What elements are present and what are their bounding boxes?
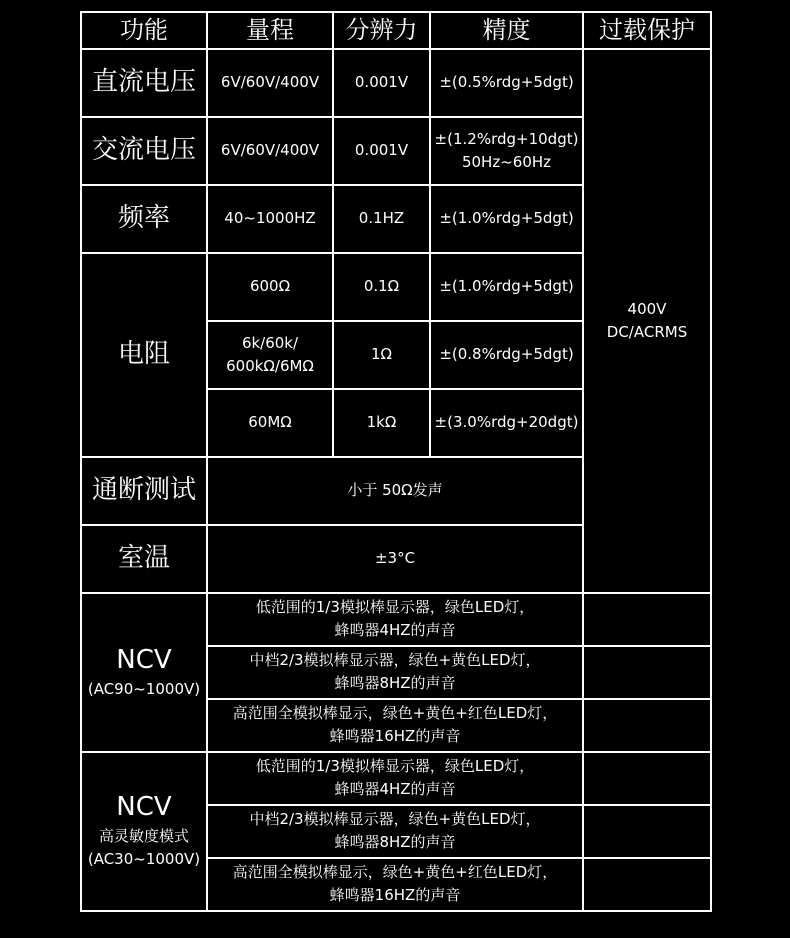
resolution-acv: 0.001V [333, 117, 430, 185]
ncv-item-2 [207, 646, 583, 699]
ncv-item-3-line2: 蜂鸣器16HZ的声音 [329, 727, 461, 746]
overload-cell [583, 49, 711, 593]
resolution-res-2: 1Ω [333, 321, 430, 389]
table-row [81, 752, 711, 805]
ncv-subtitle: (AC90~1000V) [87, 679, 201, 698]
function-resistance: 电阻 [81, 253, 207, 457]
range-res-2-line2: 600kΩ/6MΩ [226, 356, 314, 375]
header-function: 功能 [81, 12, 207, 49]
accuracy-res-2: ±(0.8%rdg+5dgt) [430, 321, 583, 389]
ncv-sensitive-item-1-line2: 蜂鸣器4HZ的声音 [334, 780, 456, 799]
resolution-res-3: 1kΩ [333, 389, 430, 457]
accuracy-dcv: ±(0.5%rdg+5dgt) [430, 49, 583, 117]
header-overload: 过载保护 [583, 12, 711, 49]
ncv-sensitive-item-2-line1: 中档2/3模拟棒显示器，绿色+黄色LED灯， [249, 810, 541, 829]
range-res-1: 600Ω [207, 253, 333, 321]
accuracy-res-1: ±(1.0%rdg+5dgt) [430, 253, 583, 321]
table-row [81, 49, 711, 117]
accuracy-acv-line2: 50Hz~60Hz [461, 152, 552, 171]
accuracy-acv [430, 117, 583, 185]
ncv-sensitive-overload-empty-1 [583, 752, 711, 805]
resolution-dcv: 0.001V [333, 49, 430, 117]
ncv-overload-empty-3 [583, 699, 711, 752]
ncv-item-1 [207, 593, 583, 646]
ncv-item-3 [207, 699, 583, 752]
ncv-item-3-line1: 高范围全模拟棒显示，绿色+黄色+红色LED灯， [232, 704, 558, 723]
table-row [81, 593, 711, 646]
continuity-value: 小于 50Ω发声 [207, 457, 583, 525]
range-res-2-line1: 6k/60k/ [241, 333, 299, 352]
ncv-sensitive-item-3 [207, 858, 583, 911]
ncv-overload-empty-1 [583, 593, 711, 646]
ncv-sensitive-item-1-line1: 低范围的1/3模拟棒显示器，绿色LED灯， [255, 757, 535, 776]
ncv-item-2-line2: 蜂鸣器8HZ的声音 [334, 674, 456, 693]
range-res-2 [207, 321, 333, 389]
ncv-title: NCV [116, 644, 172, 675]
ncv-sensitive-item-3-line2: 蜂鸣器16HZ的声音 [329, 886, 461, 905]
accuracy-freq: ±(1.0%rdg+5dgt) [430, 185, 583, 253]
accuracy-res-3: ±(3.0%rdg+20dgt) [430, 389, 583, 457]
ncv-sensitive-overload-empty-3 [583, 858, 711, 911]
ncv-sensitive-item-2 [207, 805, 583, 858]
header-resolution: 分辨力 [333, 12, 430, 49]
range-acv: 6V/60V/400V [207, 117, 333, 185]
ncv-item-1-line1: 低范围的1/3模拟棒显示器，绿色LED灯， [255, 598, 535, 617]
header-accuracy: 精度 [430, 12, 583, 49]
function-ncv [81, 593, 207, 752]
function-acv: 交流电压 [81, 117, 207, 185]
ncv-sensitive-item-3-line1: 高范围全模拟棒显示，绿色+黄色+红色LED灯， [232, 863, 558, 882]
spec-table [80, 11, 712, 912]
function-ncv-sensitive [81, 752, 207, 911]
header-row [81, 12, 711, 49]
header-range: 量程 [207, 12, 333, 49]
accuracy-acv-line1: ±(1.2%rdg+10dgt) [434, 129, 579, 148]
range-res-3: 60MΩ [207, 389, 333, 457]
range-dcv: 6V/60V/400V [207, 49, 333, 117]
function-dcv: 直流电压 [81, 49, 207, 117]
function-freq: 频率 [81, 185, 207, 253]
ncv-sensitive-subtitle: (AC30~1000V) [87, 850, 201, 869]
resolution-freq: 0.1HZ [333, 185, 430, 253]
ncv-item-1-line2: 蜂鸣器4HZ的声音 [334, 621, 456, 640]
ncv-sensitive-title: NCV [116, 792, 172, 823]
temp-value: ±3°C [207, 525, 583, 593]
overload-line2: DC/ACRMS [606, 322, 688, 341]
ncv-sensitive-overload-empty-2 [583, 805, 711, 858]
function-temp: 室温 [81, 525, 207, 593]
ncv-overload-empty-2 [583, 646, 711, 699]
ncv-sensitive-item-2-line2: 蜂鸣器8HZ的声音 [334, 833, 456, 852]
ncv-sensitive-item-1 [207, 752, 583, 805]
function-continuity: 通断测试 [81, 457, 207, 525]
range-freq: 40~1000HZ [207, 185, 333, 253]
ncv-item-2-line1: 中档2/3模拟棒显示器，绿色+黄色LED灯， [249, 651, 541, 670]
resolution-res-1: 0.1Ω [333, 253, 430, 321]
overload-line1: 400V [627, 299, 667, 318]
ncv-sensitive-mode: 高灵敏度模式 [98, 827, 189, 846]
